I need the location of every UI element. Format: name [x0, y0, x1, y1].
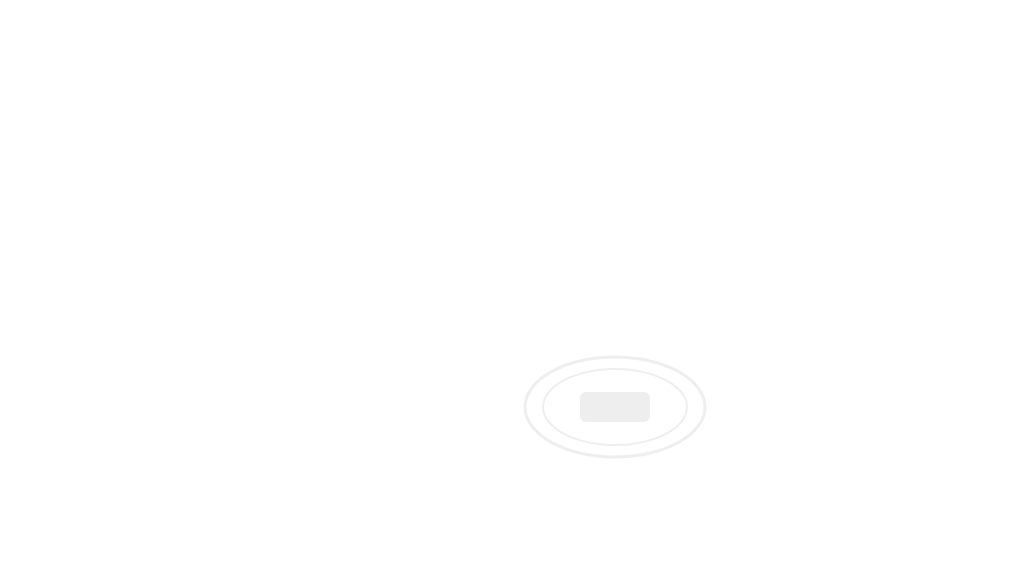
appraisal-paragraph	[14, 150, 1010, 267]
auction-terms-paragraph	[14, 277, 1010, 511]
notice-title	[14, 10, 1010, 30]
case-details-paragraph	[14, 42, 1010, 140]
signature-line	[14, 548, 1010, 567]
